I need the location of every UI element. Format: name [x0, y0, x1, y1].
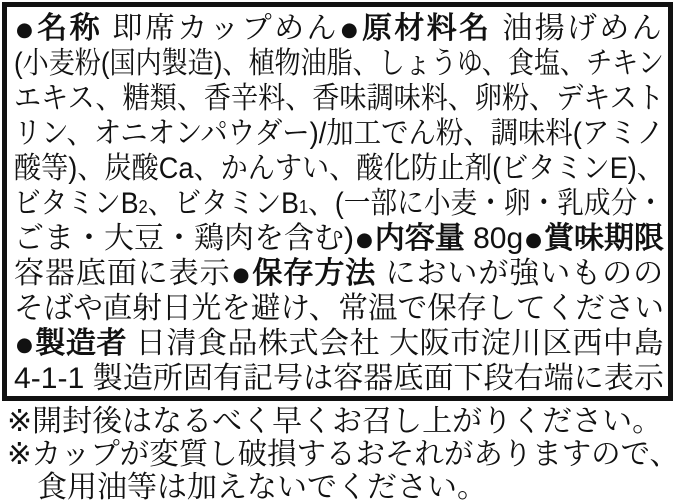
caution-line — [7, 471, 679, 504]
label-text: ※カップが変質し破損するおそれがありますので、 — [7, 438, 679, 471]
label-text: 2 — [138, 196, 148, 217]
label-line — [14, 325, 665, 364]
label-text: ※開封後はなるべく早くお召し上がりください。 — [7, 405, 663, 438]
bullet-icon: ● — [523, 220, 545, 259]
field-label: 名称 — [37, 12, 102, 45]
field-label: 保存方法 — [252, 257, 377, 290]
label-text: ごま・大豆・鶏肉を含む) — [14, 222, 354, 255]
line-text — [7, 405, 662, 438]
label-text: エキス、糖類、香辛料、香味調味料、卵粉、デキスト — [14, 82, 664, 115]
line-text — [14, 255, 665, 294]
line-text — [14, 220, 664, 259]
line-text — [7, 438, 679, 471]
label-line — [14, 361, 664, 396]
line-text — [14, 10, 665, 49]
field-label: 製造者 — [35, 327, 128, 360]
label-text: リン、オニオンパウダー)/加工でん粉、調味料(アミノ — [14, 117, 664, 150]
label-line — [14, 116, 664, 151]
bullet-icon: ● — [14, 10, 38, 49]
bullet-icon: ● — [353, 220, 375, 259]
line-text — [14, 186, 664, 224]
label-line — [14, 291, 664, 326]
label-text: 80g — [464, 222, 524, 255]
line-text — [14, 151, 664, 186]
label-text: (小麦粉(国内製造)、植物油脂、しょうゆ、食塩、チキン — [14, 47, 664, 80]
label-line — [14, 151, 664, 186]
line-text — [14, 325, 665, 364]
bullet-icon: ● — [338, 10, 363, 49]
bullet-icon: ● — [230, 255, 253, 294]
label-text: 、ビタミンB — [147, 187, 299, 220]
label-line — [14, 220, 664, 259]
label-text: においが強いものの — [376, 257, 665, 290]
line-text — [14, 116, 664, 151]
line-text — [37, 471, 487, 504]
label-text: そばや直射日光を避け、常温で保存してください — [14, 292, 664, 325]
caution-line — [7, 405, 679, 438]
field-label: 内容量 — [374, 222, 465, 255]
ingredient-label-box — [2, 2, 673, 401]
label-text: 4-1-1 製造所固有記号は容器底面下段右端に表示 — [14, 362, 664, 395]
bullet-icon: ● — [14, 325, 36, 364]
label-text: 酸等)、炭酸Ca、かんすい、酸化防止剤(ビタミンE)、 — [14, 152, 664, 185]
label-line — [14, 186, 664, 221]
label-line — [14, 46, 664, 81]
label-text: 日清食品株式会社 大阪市淀川区西中島 — [127, 327, 665, 360]
label-line — [14, 10, 665, 49]
line-text — [14, 46, 664, 81]
caution-notes — [7, 405, 679, 504]
label-text: 即席カップめん — [101, 12, 339, 45]
label-text: 食用油等は加えないでください。 — [37, 471, 487, 504]
caution-line — [7, 438, 679, 471]
label-text: ビタミンB — [14, 187, 139, 220]
label-text: 油揚げめん — [491, 12, 665, 45]
field-label: 原材料名 — [362, 12, 492, 45]
label-line — [14, 255, 665, 294]
label-line — [14, 81, 664, 116]
label-text: 、(一部に小麦・卵・乳成分・ — [308, 187, 664, 220]
line-text — [14, 361, 664, 396]
label-text: 容器底面に表示 — [14, 257, 231, 290]
line-text — [14, 291, 664, 326]
field-label: 賞味期限 — [544, 222, 664, 255]
label-text: 1 — [298, 196, 309, 217]
line-text — [14, 81, 664, 116]
